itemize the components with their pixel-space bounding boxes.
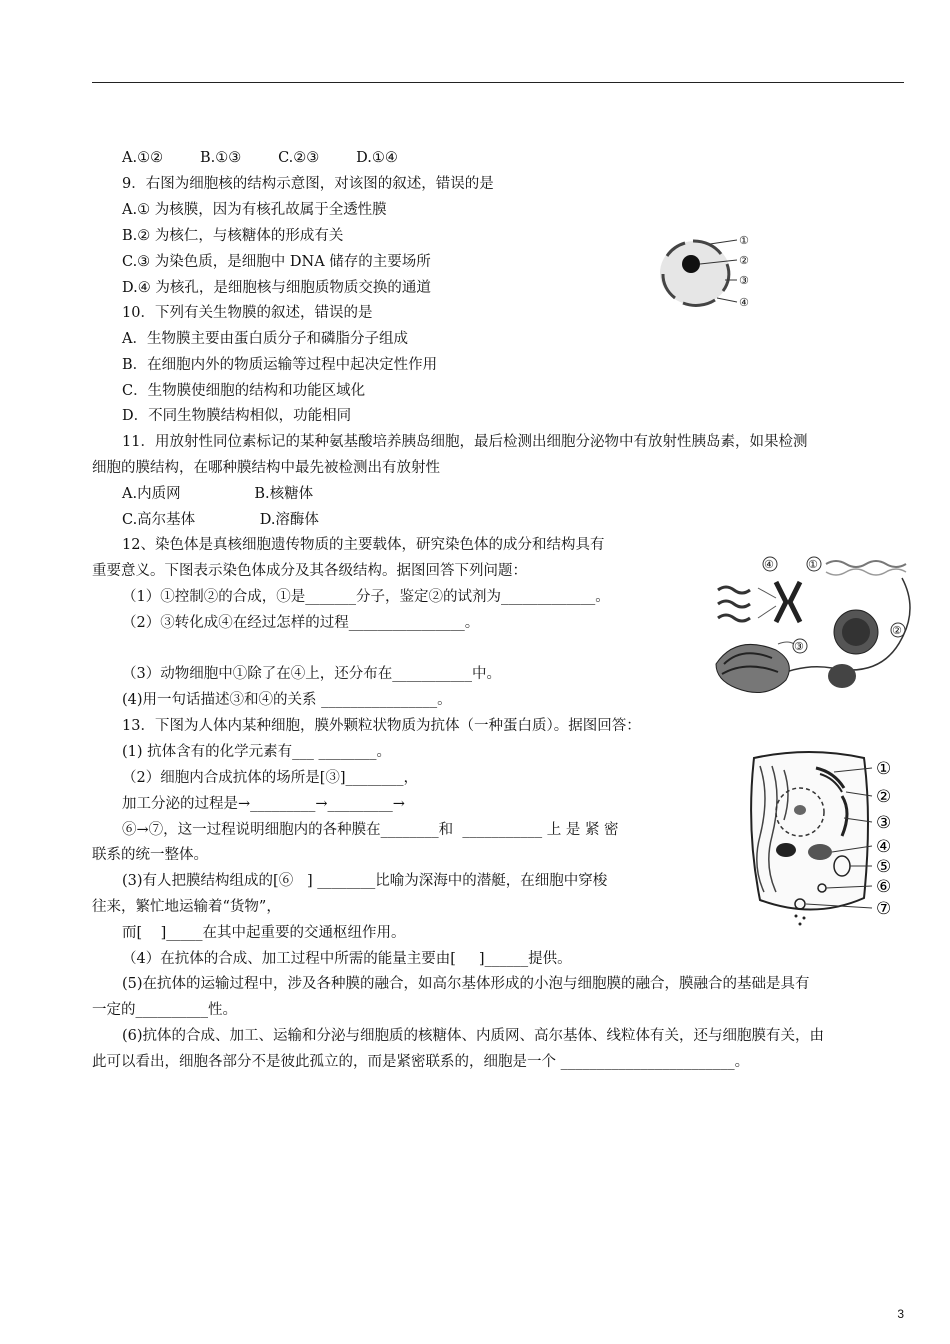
cell-label-7: ⑦	[876, 899, 892, 919]
q11-options-ab: A.内质网 B.核糖体	[122, 486, 314, 502]
q13-part2-line3: ⑥→⑦，这一过程说明细胞内的各种膜在________和 ___________ 上 是 紧 密	[122, 822, 619, 838]
q13-part3-line2: 往来，繁忙地运输着“货物”，	[92, 899, 281, 915]
q13-part5-line1: (5)在抗体的运输过程中，涉及各种膜的融合，如高尔基体形成的小泡与细胞膜的融合，膜融合的基础是具有	[122, 976, 810, 992]
cell-label-1: ①	[876, 759, 892, 779]
q13-part6-line1: (6)抗体的合成、加工、运输和分泌与细胞质的核糖体、内质网、高尔基体、线粒体有关，还与细胞膜有关，由	[122, 1028, 825, 1044]
q13-part2-line1: （2）细胞内合成抗体的场所是[③]________，	[122, 770, 419, 786]
cell-label-2: ②	[876, 787, 892, 807]
q10-option-d: D．不同生物膜结构相似，功能相同	[122, 408, 352, 424]
q13-part2-line4: 联系的统一整体。	[92, 847, 208, 863]
nucleus-figure	[655, 228, 775, 318]
nucleus-label-3: ③	[739, 274, 749, 287]
q13-part4: （4）在抗体的合成、加工过程中所需的能量主要由[ ]______提供。	[122, 951, 572, 967]
q12-part1: （1）①控制②的合成，①是_______分子，鉴定②的试剂为_____________。	[122, 589, 610, 605]
chromosome-figure	[706, 548, 928, 700]
q10-option-c: C．生物膜使细胞的结构和功能区域化	[122, 383, 366, 399]
q11-stem-line2: 细胞的膜结构，在哪种膜结构中最先被检测出有放射性	[92, 460, 440, 476]
chromosome-label-3: ③	[794, 640, 804, 653]
cell-figure	[724, 748, 902, 928]
q13-stem: 13．下图为人体内某种细胞，膜外颗粒状物质为抗体（一种蛋白质）。据图回答：	[122, 718, 641, 734]
nucleus-label-4: ④	[739, 296, 749, 309]
q13-part3-line1: (3)有人把膜结构组成的[⑥ ] ________比喻为深海中的潜艇，在细胞中穿梭	[122, 873, 608, 889]
q12-stem-line1: 12、染色体是真核细胞遗传物质的主要载体，研究染色体的成分和结构具有	[122, 537, 605, 553]
chromosome-label-4: ④	[764, 558, 774, 571]
q13-part5-line2: 一定的__________性。	[92, 1002, 237, 1018]
q10-stem: 10．下列有关生物膜的叙述，错误的是	[122, 305, 373, 321]
q8-options: A.①② B.①③ C.②③ D.①④	[122, 150, 398, 166]
q13-part2-line2: 加工分泌的过程是→_________→_________→	[122, 796, 405, 812]
q9-stem: 9．右图为细胞核的结构示意图，对该图的叙述，错误的是	[122, 176, 494, 192]
q9-option-c: C.③ 为染色质，是细胞中 DNA 储存的主要场所	[122, 254, 431, 270]
cell-label-6: ⑥	[876, 877, 892, 897]
cell-label-5: ⑤	[876, 857, 892, 877]
q10-option-b: B．在细胞内外的物质运输等过程中起决定性作用	[122, 357, 438, 373]
q12-part3: （3）动物细胞中①除了在④上，还分布在___________中。	[122, 666, 501, 682]
nucleus-label-1: ①	[739, 234, 749, 247]
chromosome-label-2: ②	[892, 624, 902, 637]
q13-part1: (1) 抗体含有的化学元素有___ ________。	[122, 744, 392, 760]
q9-option-b: B.② 为核仁，与核糖体的形成有关	[122, 228, 344, 244]
q12-part2: （2）③转化成④在经过怎样的过程________________。	[122, 615, 480, 631]
q12-stem-line2: 重要意义。下图表示染色体成分及其各级结构。据图回答下列问题：	[92, 563, 527, 579]
cell-label-4: ④	[876, 837, 892, 857]
page-number: 3	[897, 1307, 904, 1321]
cell-label-3: ③	[876, 813, 892, 833]
nucleus-label-2: ②	[739, 254, 749, 267]
q9-option-d: D.④ 为核孔，是细胞核与细胞质物质交换的通道	[122, 280, 431, 296]
q11-stem-line1: 11．用放射性同位素标记的某种氨基酸培养胰岛细胞，最后检测出细胞分泌物中有放射性胰岛素，如果检测	[122, 434, 808, 450]
header-rule	[92, 82, 904, 83]
q9-option-a: A.① 为核膜，因为有核孔故属于全透性膜	[122, 202, 387, 218]
q13-part3-line3: 而[ ]_____在其中起重要的交通枢纽作用。	[122, 925, 406, 941]
q12-part4: (4)用一句话描述③和④的关系 ________________。	[122, 692, 452, 708]
q13-part6-line2: 此可以看出，细胞各部分不是彼此孤立的，而是紧密联系的，细胞是一个 ________________________。	[92, 1054, 750, 1070]
chromosome-label-1: ①	[808, 558, 818, 571]
q10-option-a: A．生物膜主要由蛋白质分子和磷脂分子组成	[122, 331, 408, 347]
q11-options-cd: C.高尔基体 D.溶酶体	[122, 512, 319, 528]
